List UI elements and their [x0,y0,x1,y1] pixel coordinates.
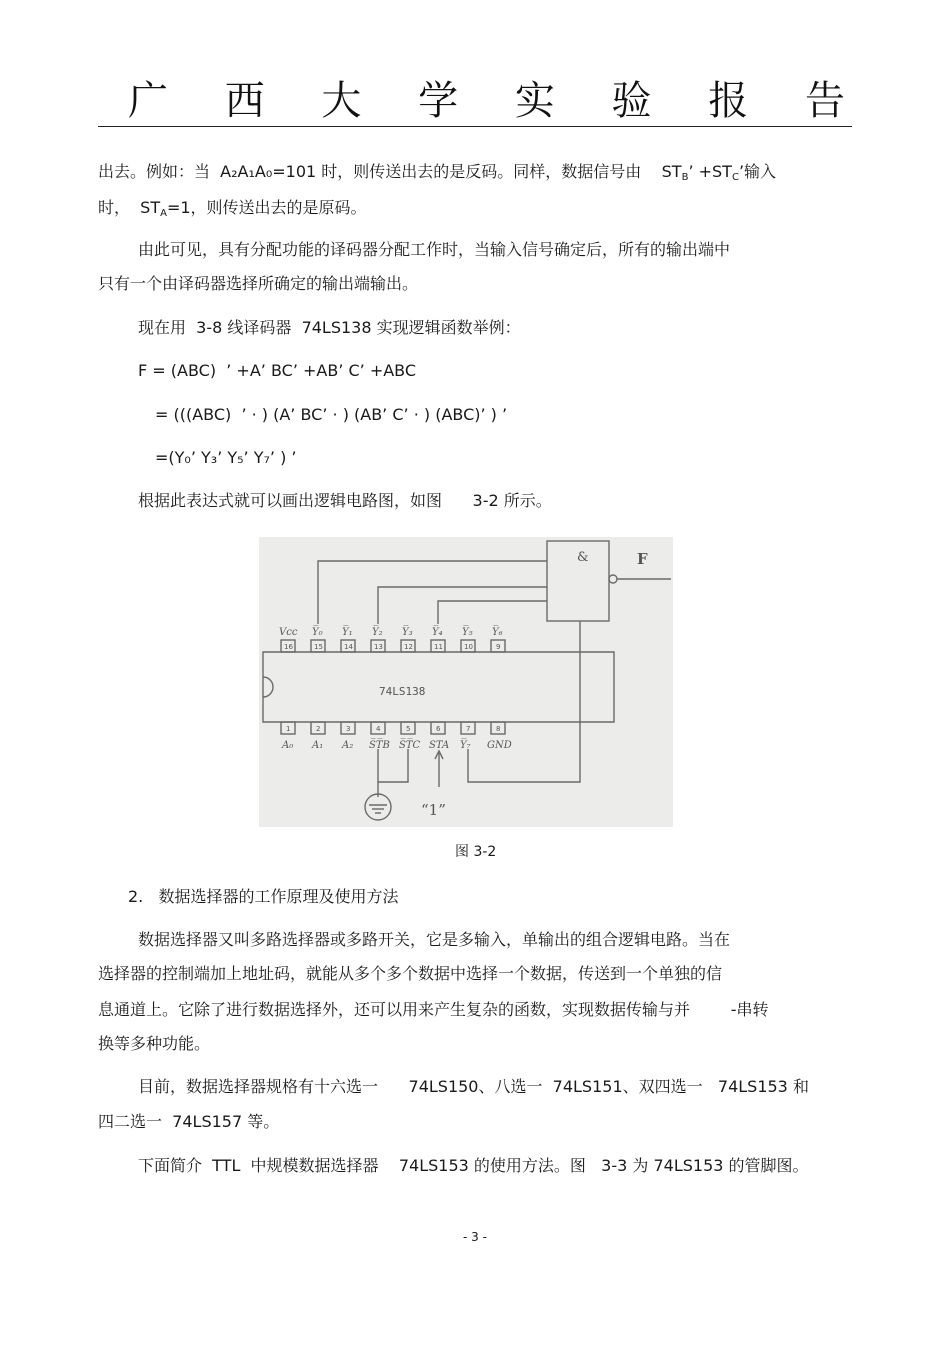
pin-number: 2 [316,725,321,733]
pin-number: 1 [286,725,291,733]
wire-y4 [438,601,547,624]
pin-label: A₀ [282,740,294,751]
pin-label: S̅T̅B [369,740,390,751]
paragraph-line: 时， $ST_A=1$，则传送出去的是原码。 [98,198,367,219]
gate-symbol: & [577,550,589,565]
paragraph-line: 只有一个由译码器选择所确定的输出端输出。 [98,274,419,293]
chip-notch [263,677,273,697]
pin-label: Y̅₁ [342,627,353,638]
pin-label: Y̅₅ [462,627,473,638]
pin-label: Y̅₂ [372,627,383,638]
pin-label: Y̅₃ [402,627,413,638]
circuit-diagram [259,537,673,827]
paragraph-line: 选择器的控制端加上地址码，就能从多个多个数据中选择一个数据，传送到一个单独的信 [98,964,723,983]
formula-line: =(Y₀’ Y₃’ Y₅’ Y₇’ ) ’ [155,448,297,467]
pin-label: Y̅₄ [432,627,443,638]
header-rule [98,126,852,127]
pin-label: Y̅₆ [492,627,503,638]
pin-number: 4 [376,725,381,733]
section-heading: 2. 数据选择器的工作原理及使用方法 [128,887,399,906]
pin-label: A₁ [312,740,324,751]
pin-label: A₂ [342,740,354,751]
ground-circle [365,794,391,820]
paragraph-line: 换等多种功能。 [98,1034,211,1053]
paragraph-line: 出去。例如：当 A₂A₁A₀=101 时，则传送出去的是反码。同样，数据信号由 $ST_B$’ $+ST_C$’输入 [98,162,777,183]
output-label: F [637,550,648,568]
paragraph-line: 由此可见，具有分配功能的译码器分配工作时，当输入信号确定后，所有的输出端中 [138,240,731,259]
pin-label: STA [429,740,450,751]
wire-y7 [468,621,580,782]
paragraph-line: 目前，数据选择器规格有十六选一 74LS150、八选一 74LS151、双四选一 74LS153 和 [138,1077,809,1096]
paragraph-line: 根据此表达式就可以画出逻辑电路图，如图 3-2 所示。 [138,491,552,510]
report-title: 广 西 大 学 实 验 报 告 [127,78,867,124]
pin-number: 9 [496,643,501,651]
pin-number: 6 [436,725,441,733]
formula-line: = (((ABC) ’ · ) (A’ BC’ · ) (AB’ C’ · ) (ABC)’ ) ’ [155,405,508,424]
inversion-bubble [609,575,617,583]
pin-number: 14 [344,643,353,651]
pin-number: 10 [464,643,473,651]
pin-number: 15 [314,643,323,651]
pin-number: 5 [406,725,411,733]
pin-number: 16 [284,643,293,651]
pin-number: 3 [346,725,351,733]
paragraph-line: 数据选择器又叫多路选择器或多路开关，它是多输入，单输出的组合逻辑电路。当在 [138,930,731,949]
wire-y2 [378,587,547,624]
formula-line: F = (ABC) ’ +A’ BC’ +AB’ C’ +ABC [138,361,417,380]
wire-y0 [318,561,547,624]
pin-label: Y̅₇ [460,740,471,751]
pin-label: S̅T̅C [399,740,421,751]
pin-label: Vcc [279,627,298,638]
chip-body [263,652,614,722]
paragraph-line: 四二选一 74LS157 等。 [98,1112,280,1131]
pin-number: 12 [404,643,413,651]
constant-one-label: “1” [421,801,446,819]
pin-label: Y̅₀ [312,627,323,638]
circuit-figure [259,537,673,827]
pin-label: GND [487,740,512,751]
pin-number: 7 [466,725,471,733]
paragraph-line: 息通道上。它除了进行数据选择外，还可以用来产生复杂的函数，实现数据传输与并 -串转 [98,1000,769,1019]
paragraph-line: 现在用 3-8 线译码器 74LS138 实现逻辑函数举例： [138,318,521,337]
chip-label: 74LS138 [379,685,426,698]
pin-number: 11 [434,643,443,651]
pin-number: 13 [374,643,383,651]
pin-number: 8 [496,725,501,733]
wire-stb-stc [378,749,408,782]
paragraph-line: 下面简介 TTL 中规模数据选择器 74LS153 的使用方法。图 3-3 为 74LS153 的管脚图。 [138,1156,809,1175]
page-number: - 3 - [463,1230,487,1244]
figure-caption: 图 3-2 [455,844,497,860]
